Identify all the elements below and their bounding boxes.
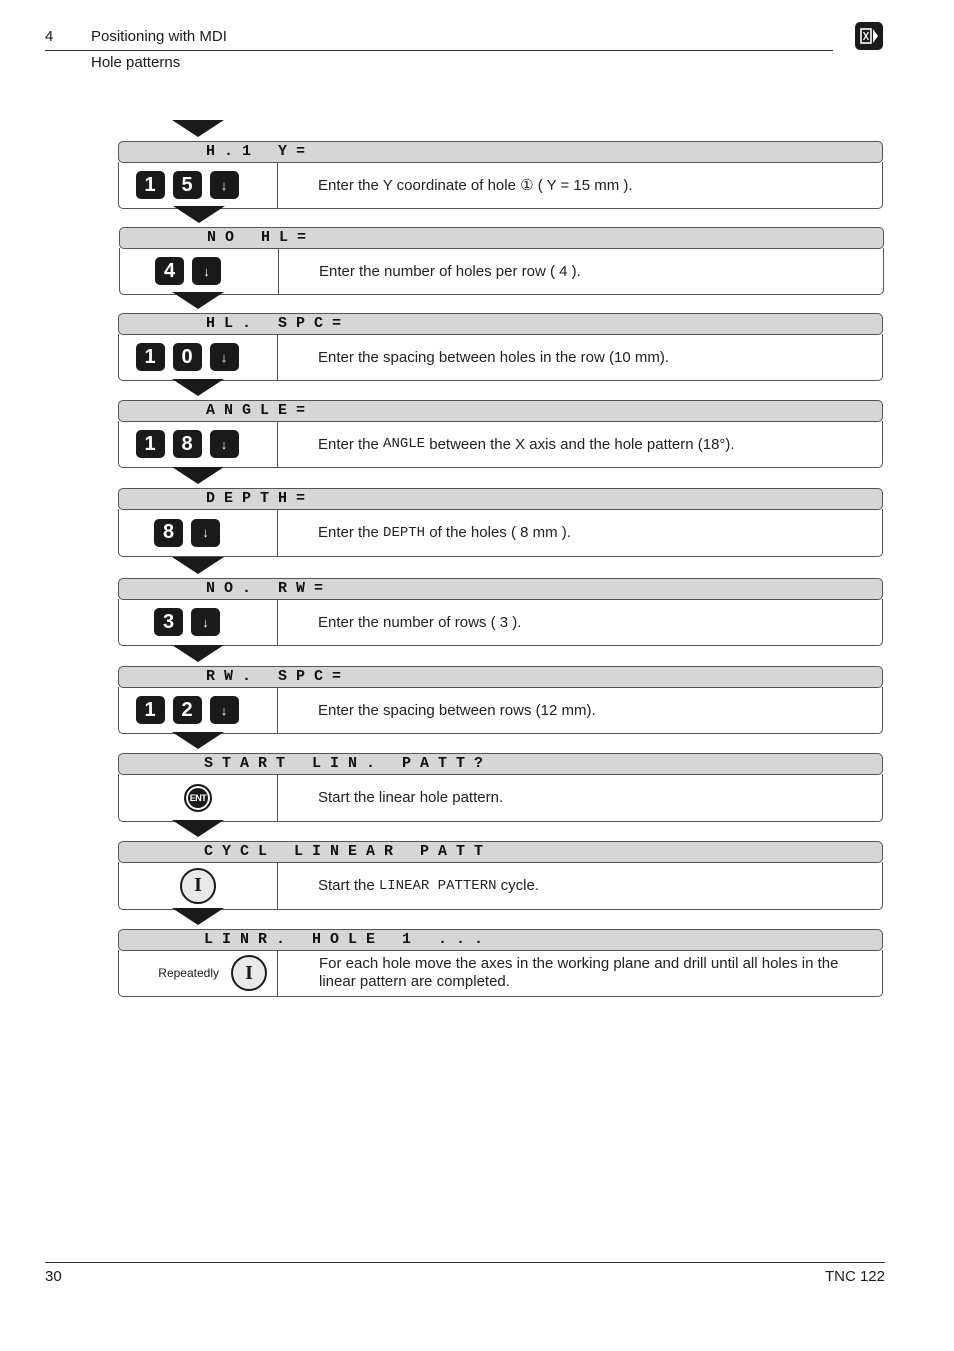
key-1[interactable]: 1 (136, 343, 165, 371)
step-description: For each hole move the axes in the working plane and drill until all holes in the linear pattern are completed. (319, 955, 839, 990)
desc-code: DEPTH (383, 524, 426, 541)
section-title: Hole patterns (91, 54, 181, 71)
key-down-arrow[interactable]: ↓ (191, 608, 220, 636)
key-8[interactable]: 8 (154, 519, 183, 547)
display-prompt: N O . R W = (118, 578, 883, 600)
step-cycle-linear-pattern (118, 841, 883, 910)
desc-text: cycle. (496, 877, 540, 894)
key-1[interactable]: 1 (136, 696, 165, 724)
desc-text: Enter the (318, 524, 384, 541)
cycle-start-key[interactable]: I (231, 955, 267, 991)
key-down-arrow[interactable]: ↓ (210, 171, 239, 199)
key-sequence (119, 687, 278, 733)
key-sequence (119, 774, 278, 821)
flow-arrow (173, 206, 225, 223)
display-prompt: C Y C L L I N E A R P A T T (118, 841, 883, 863)
key-down-arrow[interactable]: ↓ (192, 257, 221, 285)
step-linear-hole (118, 929, 883, 997)
flow-arrow (172, 379, 224, 396)
desc-code: ANGLE (383, 436, 426, 452)
flow-arrow (172, 645, 224, 662)
ent-key[interactable]: ENT (184, 784, 212, 812)
display-prompt: H L . S P C = (118, 313, 883, 335)
desc-text: between the X axis and the hole pattern (18°). (425, 435, 735, 453)
key-sequence (119, 334, 278, 380)
key-down-arrow[interactable]: ↓ (191, 519, 220, 547)
display-prompt: A N G L E = (118, 400, 883, 422)
flow-arrow (172, 292, 224, 309)
key-down-arrow[interactable]: ↓ (210, 696, 239, 724)
display-prompt: N O H L = (119, 227, 884, 249)
key-sequence (119, 421, 278, 467)
desc-text: Enter the (318, 435, 384, 453)
repeat-label: Repeatedly (158, 966, 219, 980)
step-depth (118, 488, 883, 557)
key-3[interactable]: 3 (154, 608, 183, 636)
key-2[interactable]: 2 (173, 696, 202, 724)
key-1[interactable]: 1 (136, 171, 165, 199)
key-down-arrow[interactable]: ↓ (210, 430, 239, 458)
step-hole-spacing (118, 313, 883, 381)
key-5[interactable]: 5 (173, 171, 202, 199)
step-angle (118, 400, 883, 468)
key-1[interactable]: 1 (136, 430, 165, 458)
flow-arrow (172, 732, 224, 749)
page-number: 30 (45, 1268, 62, 1285)
desc-text: of the holes ( 8 mm ). (425, 524, 571, 541)
step-description (278, 509, 882, 556)
flow-arrow (172, 908, 224, 925)
step-description: Enter the number of rows ( 3 ). (318, 613, 522, 631)
key-sequence (120, 248, 279, 294)
display-prompt: S T A R T L I N . P A T T ? (118, 753, 883, 775)
step-start-pattern (118, 753, 883, 822)
step-description: Enter the Y coordinate of hole ① ( Y = 15 mm ). (318, 177, 633, 194)
key-sequence (119, 950, 278, 996)
flow-arrow (172, 467, 224, 484)
key-0[interactable]: 0 (173, 343, 202, 371)
step-description: Enter the spacing between rows (12 mm). (318, 701, 596, 719)
header-rule (45, 50, 833, 51)
step-number-of-rows (118, 578, 883, 646)
footer-rule (45, 1262, 885, 1263)
product-model: TNC 122 (824, 1268, 885, 1285)
display-prompt: R W . S P C = (118, 666, 883, 688)
chapter-title: Positioning with MDI (91, 28, 227, 45)
key-4[interactable]: 4 (155, 257, 184, 285)
step-y-coordinate (118, 141, 883, 209)
key-sequence (119, 162, 278, 208)
step-description (278, 421, 882, 467)
step-holes-per-row (119, 227, 884, 295)
cycle-start-key[interactable]: I (180, 868, 216, 904)
step-description: Start the linear hole pattern. (318, 789, 504, 806)
key-8[interactable]: 8 (173, 430, 202, 458)
step-description: Enter the number of holes per row ( 4 ). (319, 262, 581, 280)
key-sequence (119, 862, 278, 909)
chapter-number: 4 (45, 28, 54, 45)
desc-text: Start the (318, 877, 379, 894)
step-description (278, 862, 882, 909)
key-down-arrow[interactable]: ↓ (210, 343, 239, 371)
step-row-spacing (118, 666, 883, 734)
key-sequence (119, 599, 278, 645)
key-sequence (119, 509, 278, 556)
flow-arrow (172, 557, 224, 574)
flow-arrow (172, 120, 224, 137)
mdi-mode-icon (855, 22, 883, 50)
desc-code: LINEAR PATTERN (378, 877, 497, 894)
step-description: Enter the spacing between holes in the row (10 mm). (318, 348, 670, 366)
display-prompt: D E P T H = (118, 488, 883, 510)
flow-arrow (172, 820, 224, 837)
display-prompt: L I N R . H O L E 1 . . . (118, 929, 883, 951)
display-prompt: H . 1 Y = (118, 141, 883, 163)
